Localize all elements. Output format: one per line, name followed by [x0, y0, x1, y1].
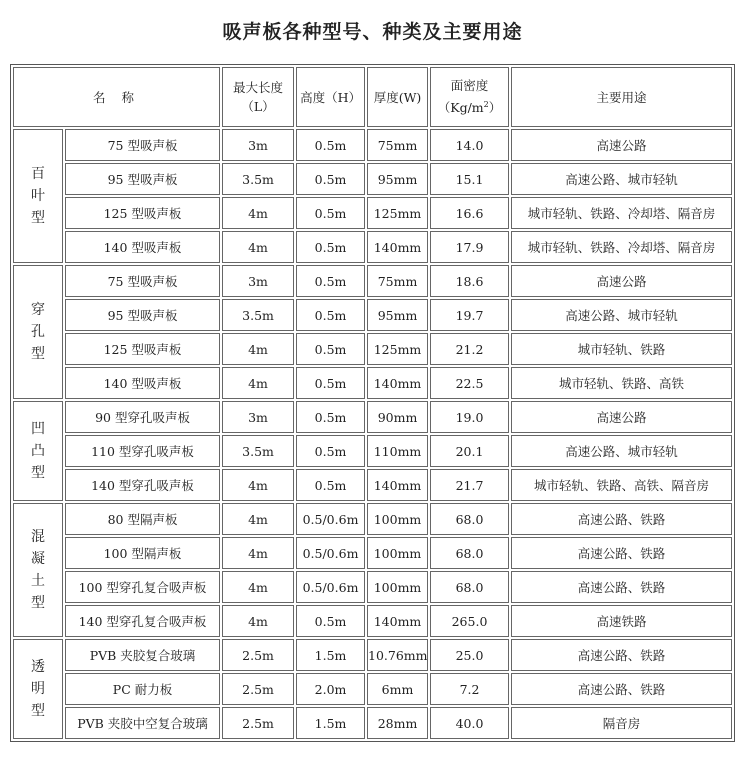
cell-height: 1.5m — [296, 639, 365, 671]
cell-main-usage: 高速公路、城市轻轨 — [511, 299, 732, 331]
group-label-char: 型 — [31, 703, 45, 719]
cell-height: 0.5/0.6m — [296, 503, 365, 535]
cell-main-usage: 城市轻轨、铁路、高铁 — [511, 367, 732, 399]
group-label-char: 凝 — [31, 551, 45, 567]
group-label — [13, 503, 63, 637]
cell-max-length: 3.5m — [222, 299, 294, 331]
cell-max-length: 4m — [222, 197, 294, 229]
cell-max-length: 4m — [222, 333, 294, 365]
table-row — [13, 299, 732, 331]
group-label-char: 型 — [31, 346, 45, 362]
table-row — [13, 707, 732, 739]
cell-name: 140 型吸声板 — [65, 231, 220, 263]
cell-area-density: 40.0 — [430, 707, 509, 739]
page-title: 吸声板各种型号、种类及主要用途 — [222, 21, 523, 43]
cell-height: 0.5m — [296, 469, 365, 501]
cell-name: 125 型吸声板 — [65, 197, 220, 229]
group-label-char: 孔 — [31, 324, 45, 340]
cell-area-density: 7.2 — [430, 673, 509, 705]
cell-area-density: 18.6 — [430, 265, 509, 297]
cell-main-usage: 高速公路、铁路 — [511, 571, 732, 603]
cell-max-length: 4m — [222, 367, 294, 399]
table-row — [13, 333, 732, 365]
header-height: 高度（H） — [296, 67, 365, 127]
cell-name: 80 型隔声板 — [65, 503, 220, 535]
table-row — [13, 367, 732, 399]
cell-name: 100 型穿孔复合吸声板 — [65, 571, 220, 603]
cell-thickness: 140mm — [367, 367, 428, 399]
cell-max-length: 3m — [222, 401, 294, 433]
cell-name: 75 型吸声板 — [65, 129, 220, 161]
cell-name: 100 型隔声板 — [65, 537, 220, 569]
cell-area-density: 19.0 — [430, 401, 509, 433]
cell-max-length: 2.5m — [222, 673, 294, 705]
group-label-char: 混 — [31, 529, 45, 545]
table-row — [13, 469, 732, 501]
cell-main-usage: 高速公路、铁路 — [511, 503, 732, 535]
product-table — [10, 64, 735, 742]
table-row — [13, 435, 732, 467]
cell-name: 140 型穿孔吸声板 — [65, 469, 220, 501]
cell-main-usage: 城市轻轨、铁路、高铁、隔音房 — [511, 469, 732, 501]
cell-area-density: 16.6 — [430, 197, 509, 229]
cell-height: 0.5m — [296, 163, 365, 195]
cell-max-length: 3.5m — [222, 435, 294, 467]
table-row — [13, 673, 732, 705]
cell-max-length: 4m — [222, 231, 294, 263]
cell-max-length: 3m — [222, 265, 294, 297]
header-max-length: 最大长度 （L） — [222, 67, 294, 127]
cell-thickness: 100mm — [367, 537, 428, 569]
cell-thickness: 140mm — [367, 231, 428, 263]
header-thickness: 厚度(W) — [367, 67, 428, 127]
cell-area-density: 17.9 — [430, 231, 509, 263]
cell-main-usage: 高速公路 — [511, 265, 732, 297]
cell-height: 0.5m — [296, 435, 365, 467]
cell-main-usage: 高速公路 — [511, 129, 732, 161]
cell-main-usage: 城市轻轨、铁路 — [511, 333, 732, 365]
cell-main-usage: 高速公路、铁路 — [511, 673, 732, 705]
cell-area-density: 25.0 — [430, 639, 509, 671]
table-row — [13, 571, 732, 603]
cell-thickness: 75mm — [367, 129, 428, 161]
cell-thickness: 110mm — [367, 435, 428, 467]
cell-area-density: 68.0 — [430, 571, 509, 603]
group-label-char: 凹 — [31, 421, 45, 437]
group-label-char: 穿 — [31, 302, 45, 318]
cell-area-density: 265.0 — [430, 605, 509, 637]
cell-name: 90 型穿孔吸声板 — [65, 401, 220, 433]
group-label — [13, 265, 63, 399]
cell-max-length: 4m — [222, 503, 294, 535]
header-name: 名 称 — [13, 67, 220, 127]
cell-max-length: 4m — [222, 469, 294, 501]
cell-area-density: 21.2 — [430, 333, 509, 365]
cell-area-density: 14.0 — [430, 129, 509, 161]
cell-thickness: 140mm — [367, 605, 428, 637]
cell-thickness: 10.76mm — [367, 639, 428, 671]
group-label — [13, 129, 63, 263]
cell-height: 2.0m — [296, 673, 365, 705]
cell-area-density: 22.5 — [430, 367, 509, 399]
cell-max-length: 2.5m — [222, 707, 294, 739]
cell-area-density: 19.7 — [430, 299, 509, 331]
cell-height: 0.5/0.6m — [296, 537, 365, 569]
cell-thickness: 90mm — [367, 401, 428, 433]
group-label-char: 明 — [31, 681, 45, 697]
cell-area-density: 15.1 — [430, 163, 509, 195]
cell-name: PC 耐力板 — [65, 673, 220, 705]
cell-area-density: 68.0 — [430, 537, 509, 569]
cell-name: 75 型吸声板 — [65, 265, 220, 297]
cell-height: 0.5m — [296, 401, 365, 433]
table-row — [13, 537, 732, 569]
table-row — [13, 639, 732, 671]
table-row — [13, 605, 732, 637]
cell-height: 0.5m — [296, 299, 365, 331]
table-row — [13, 197, 732, 229]
cell-area-density: 20.1 — [430, 435, 509, 467]
cell-name: 95 型吸声板 — [65, 163, 220, 195]
cell-main-usage: 高速公路 — [511, 401, 732, 433]
cell-main-usage: 城市轻轨、铁路、冷却塔、隔音房 — [511, 197, 732, 229]
cell-main-usage: 高速公路、铁路 — [511, 537, 732, 569]
cell-main-usage: 高速公路、铁路 — [511, 639, 732, 671]
cell-main-usage: 城市轻轨、铁路、冷却塔、隔音房 — [511, 231, 732, 263]
cell-thickness: 100mm — [367, 503, 428, 535]
cell-max-length: 3m — [222, 129, 294, 161]
cell-main-usage: 隔音房 — [511, 707, 732, 739]
table-row — [13, 503, 732, 535]
header-area-density: 面密度 $(Kg/m^2)$ — [430, 67, 509, 127]
cell-thickness: 75mm — [367, 265, 428, 297]
table-row — [13, 401, 732, 433]
cell-thickness: 28mm — [367, 707, 428, 739]
group-label-char: 型 — [31, 210, 45, 226]
cell-name: PVB 夹胶中空复合玻璃 — [65, 707, 220, 739]
group-label-char: 透 — [31, 659, 45, 675]
group-label — [13, 639, 63, 739]
cell-thickness: 95mm — [367, 163, 428, 195]
group-label-char: 型 — [31, 595, 45, 611]
cell-name: 95 型吸声板 — [65, 299, 220, 331]
cell-height: 0.5/0.6m — [296, 571, 365, 603]
cell-height: 0.5m — [296, 333, 365, 365]
cell-name: 125 型吸声板 — [65, 333, 220, 365]
cell-thickness: 6mm — [367, 673, 428, 705]
group-label-char: 百 — [31, 166, 45, 182]
cell-thickness: 125mm — [367, 197, 428, 229]
cell-main-usage: 高速公路、城市轻轨 — [511, 163, 732, 195]
cell-main-usage: 高速铁路 — [511, 605, 732, 637]
cell-height: 0.5m — [296, 265, 365, 297]
group-label-char: 型 — [31, 465, 45, 481]
cell-name: 140 型吸声板 — [65, 367, 220, 399]
table-row — [13, 129, 732, 161]
table-row — [13, 265, 732, 297]
cell-thickness: 100mm — [367, 571, 428, 603]
table-row — [13, 163, 732, 195]
group-label — [13, 401, 63, 501]
cell-thickness: 125mm — [367, 333, 428, 365]
cell-height: 0.5m — [296, 605, 365, 637]
cell-height: 0.5m — [296, 231, 365, 263]
cell-main-usage: 高速公路、城市轻轨 — [511, 435, 732, 467]
cell-max-length: 4m — [222, 605, 294, 637]
group-label-char: 叶 — [31, 188, 45, 204]
cell-thickness: 95mm — [367, 299, 428, 331]
cell-name: 140 型穿孔复合吸声板 — [65, 605, 220, 637]
cell-max-length: 4m — [222, 571, 294, 603]
cell-height: 0.5m — [296, 367, 365, 399]
cell-height: 1.5m — [296, 707, 365, 739]
cell-max-length: 3.5m — [222, 163, 294, 195]
cell-thickness: 140mm — [367, 469, 428, 501]
cell-height: 0.5m — [296, 129, 365, 161]
header-main-usage: 主要用途 — [511, 67, 732, 127]
cell-height: 0.5m — [296, 197, 365, 229]
cell-max-length: 4m — [222, 537, 294, 569]
cell-area-density: 21.7 — [430, 469, 509, 501]
cell-name: 110 型穿孔吸声板 — [65, 435, 220, 467]
group-label-char: 土 — [31, 573, 45, 589]
table-row — [13, 231, 732, 263]
group-label-char: 凸 — [31, 443, 45, 459]
cell-name: PVB 夹胶复合玻璃 — [65, 639, 220, 671]
cell-area-density: 68.0 — [430, 503, 509, 535]
table-header-row — [13, 67, 732, 127]
cell-max-length: 2.5m — [222, 639, 294, 671]
